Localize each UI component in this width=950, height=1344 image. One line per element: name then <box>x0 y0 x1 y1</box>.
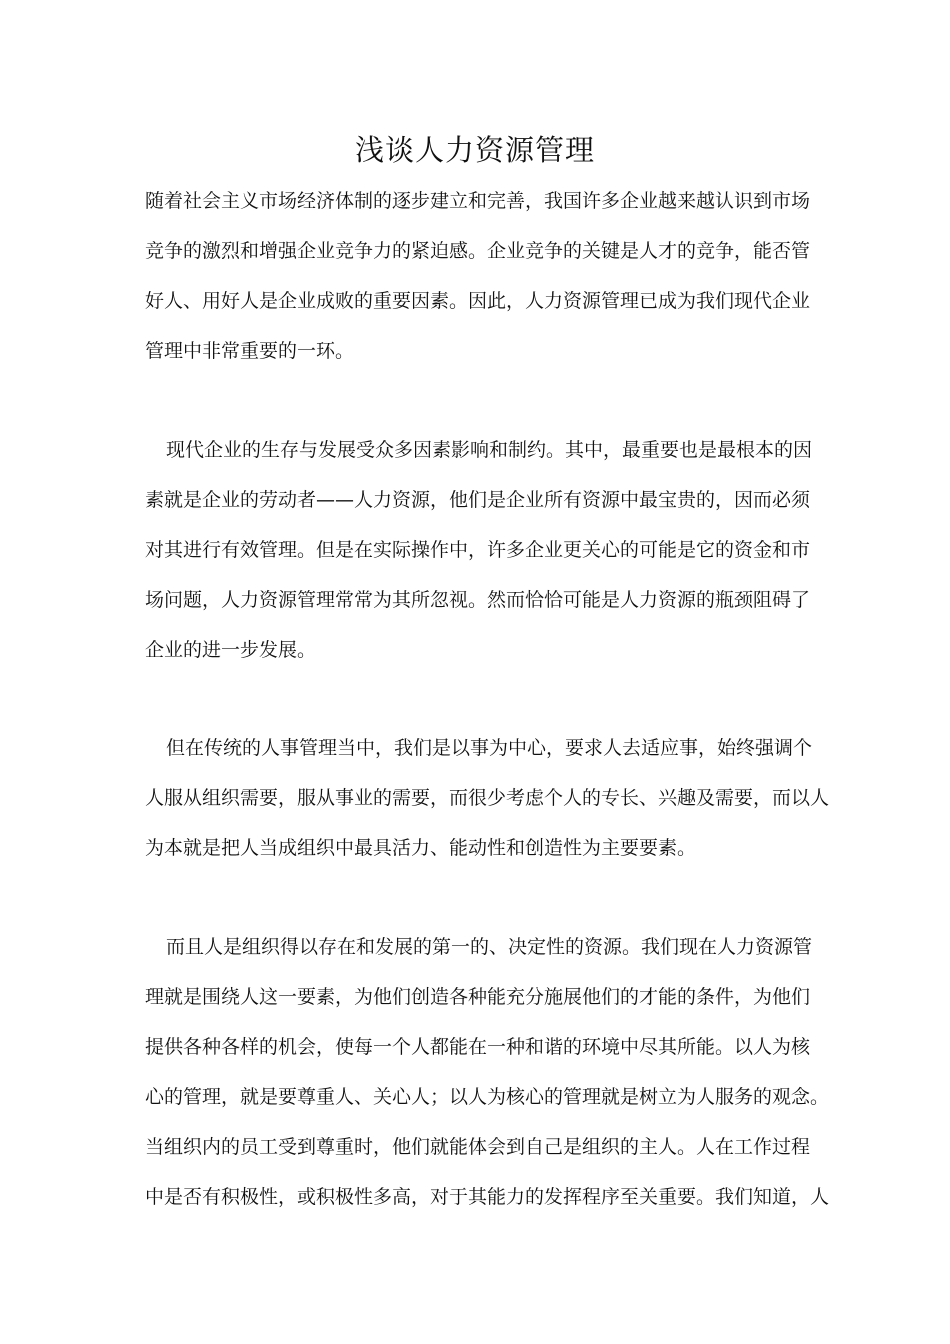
paragraph-line: 人服从组织需要，服从事业的需要，而很少考虑个人的专长、兴趣及需要，而以人 <box>145 787 830 809</box>
paragraph-line: 中是否有积极性，或积极性多高，对于其能力的发挥程序至关重要。我们知道，人 <box>145 1186 830 1208</box>
paragraph-line: 管理中非常重要的一环。 <box>145 340 355 362</box>
paragraph-line: 企业的进一步发展。 <box>145 639 317 661</box>
paragraph-line: 现代企业的生存与发展受众多因素影响和制约。其中，最重要也是最根本的因 <box>166 439 813 461</box>
paragraph-line: 好人、用好人是企业成败的重要因素。因此，人力资源管理已成为我们现代企业 <box>145 290 811 312</box>
paragraph-line: 但在传统的人事管理当中，我们是以事为中心，要求人去适应事，始终强调个 <box>166 737 813 759</box>
paragraph-line: 心的管理，就是要尊重人、关心人；以人为核心的管理就是树立为人服务的观念。 <box>145 1086 830 1108</box>
paragraph-line: 竞争的激烈和增强企业竞争力的紧迫感。企业竞争的关键是人才的竞争，能否管 <box>145 240 811 262</box>
paragraph-2 <box>145 425 813 675</box>
paragraph-3 <box>145 723 830 873</box>
paragraph-line: 素就是企业的劳动者——人力资源，他们是企业所有资源中最宝贵的，因而必须 <box>145 489 811 511</box>
paragraph-line: 而且人是组织得以存在和发展的第一的、决定性的资源。我们现在人力资源管 <box>166 936 813 958</box>
paragraph-line: 理就是围绕人这一要素，为他们创造各种能充分施展他们的才能的条件，为他们 <box>145 986 811 1008</box>
paragraph-line: 当组织内的员工受到尊重时，他们就能体会到自己是组织的主人。人在工作过程 <box>145 1136 811 1158</box>
document-title: 浅谈人力资源管理 <box>354 133 595 167</box>
paragraph-1 <box>145 176 810 376</box>
paragraph-line: 为本就是把人当成组织中最具活力、能动性和创造性为主要要素。 <box>145 837 697 859</box>
paragraph-line: 对其进行有效管理。但是在实际操作中，许多企业更关心的可能是它的资金和市 <box>145 539 811 561</box>
paragraph-4 <box>145 922 830 1222</box>
paragraph-line: 场问题，人力资源管理常常为其所忽视。然而恰恰可能是人力资源的瓶颈阻碍了 <box>145 589 811 611</box>
paragraph-line: 提供各种各样的机会，使每一个人都能在一种和谐的环境中尽其所能。以人为核 <box>145 1036 811 1058</box>
paragraph-line: 随着社会主义市场经济体制的逐步建立和完善，我国许多企业越来越认识到市场 <box>145 190 811 212</box>
